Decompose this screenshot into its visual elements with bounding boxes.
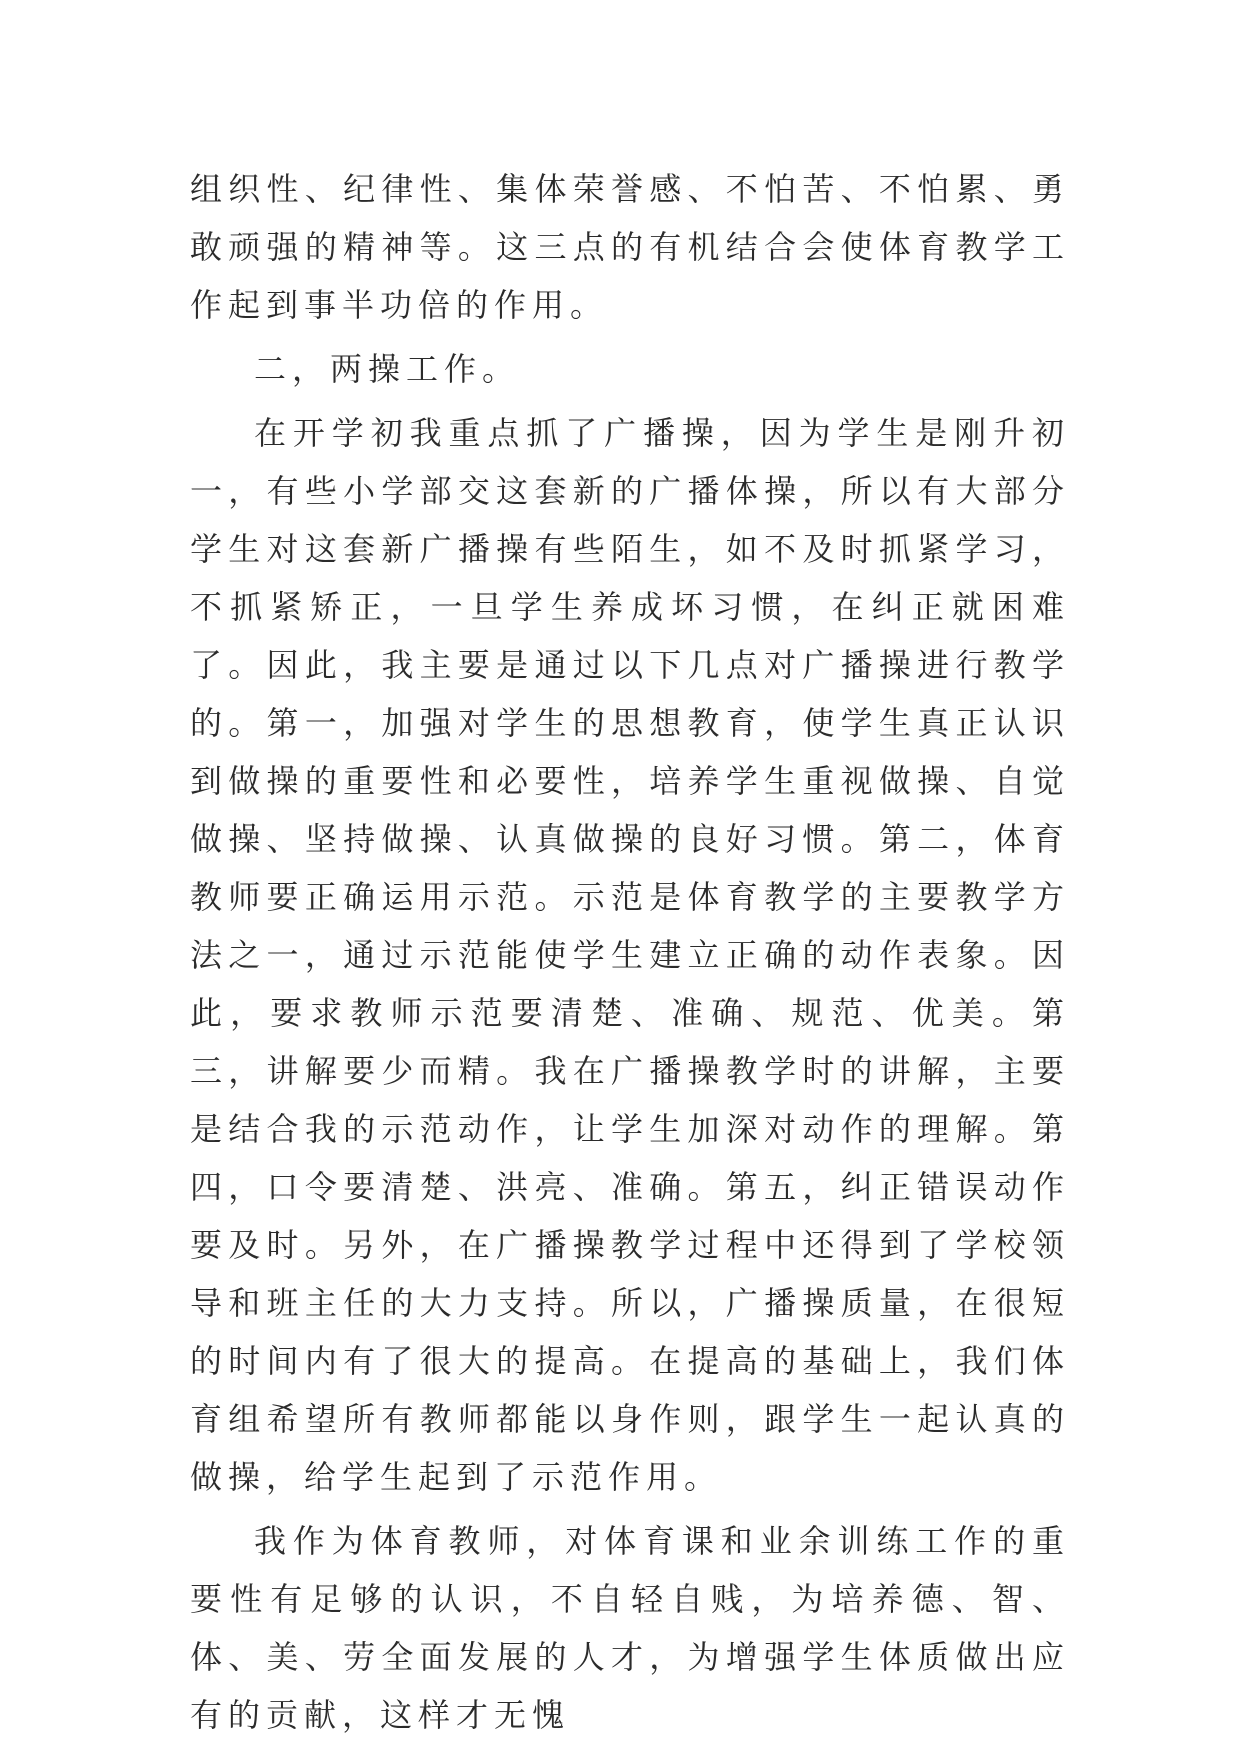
paragraph-broadcast-exercises: 在开学初我重点抓了广播操，因为学生是刚升初一，有些小学部交这套新的广播体操，所以有大部分学生对这套新广播操有些陌生，如不及时抓紧学习，不抓紧矫正，一旦学生养成坏习惯，在纠正就困难了。因此，我主要是通过以下几点对广播操进行教学的。第一，加强对学生的思想教育，使学生真正认识到做操的重要性和必要性，培养学生重视做操、自觉做操、坚持做操、认真做操的良好习惯。第二，体育教师要正确运用示范。示范是体育教学的主要教学方法之一，通过示范能使学生建立正确的动作表象。因此，要求教师示范要清楚、准确、规范、优美。第三，讲解要少而精。我在广播操教学时的讲解，主要是结合我的示范动作，让学生加深对动作的理解。第四，口令要清楚、洪亮、准确。第五，纠正错误动作要及时。另外，在广播操教学过程中还得到了学校领导和班主任的大力支持。所以，广播操质量，在很短的时间内有了很大的提高。在提高的基础上，我们体育组希望所有教师都能以身作则，跟学生一起认真的做操，给学生起到了示范作用。 xyxy=(190,414,1070,1496)
paragraph-continuation: 组织性、纪律性、集体荣誉感、不怕苦、不怕累、勇敢顽强的精神等。这三点的有机结合会使体育教学工作起到事半功倍的作用。 xyxy=(190,170,1070,324)
document-body xyxy=(190,160,1070,1744)
section-heading-two-exercises: 二，两操工作。 xyxy=(254,350,521,388)
paragraph-pe-teacher-role: 我作为体育教师，对体育课和业余训练工作的重要性有足够的认识，不自轻自贱，为培养德、智、体、美、劳全面发展的人才，为增强学生体质做出应有的贡献，这样才无愧 xyxy=(190,1522,1070,1734)
